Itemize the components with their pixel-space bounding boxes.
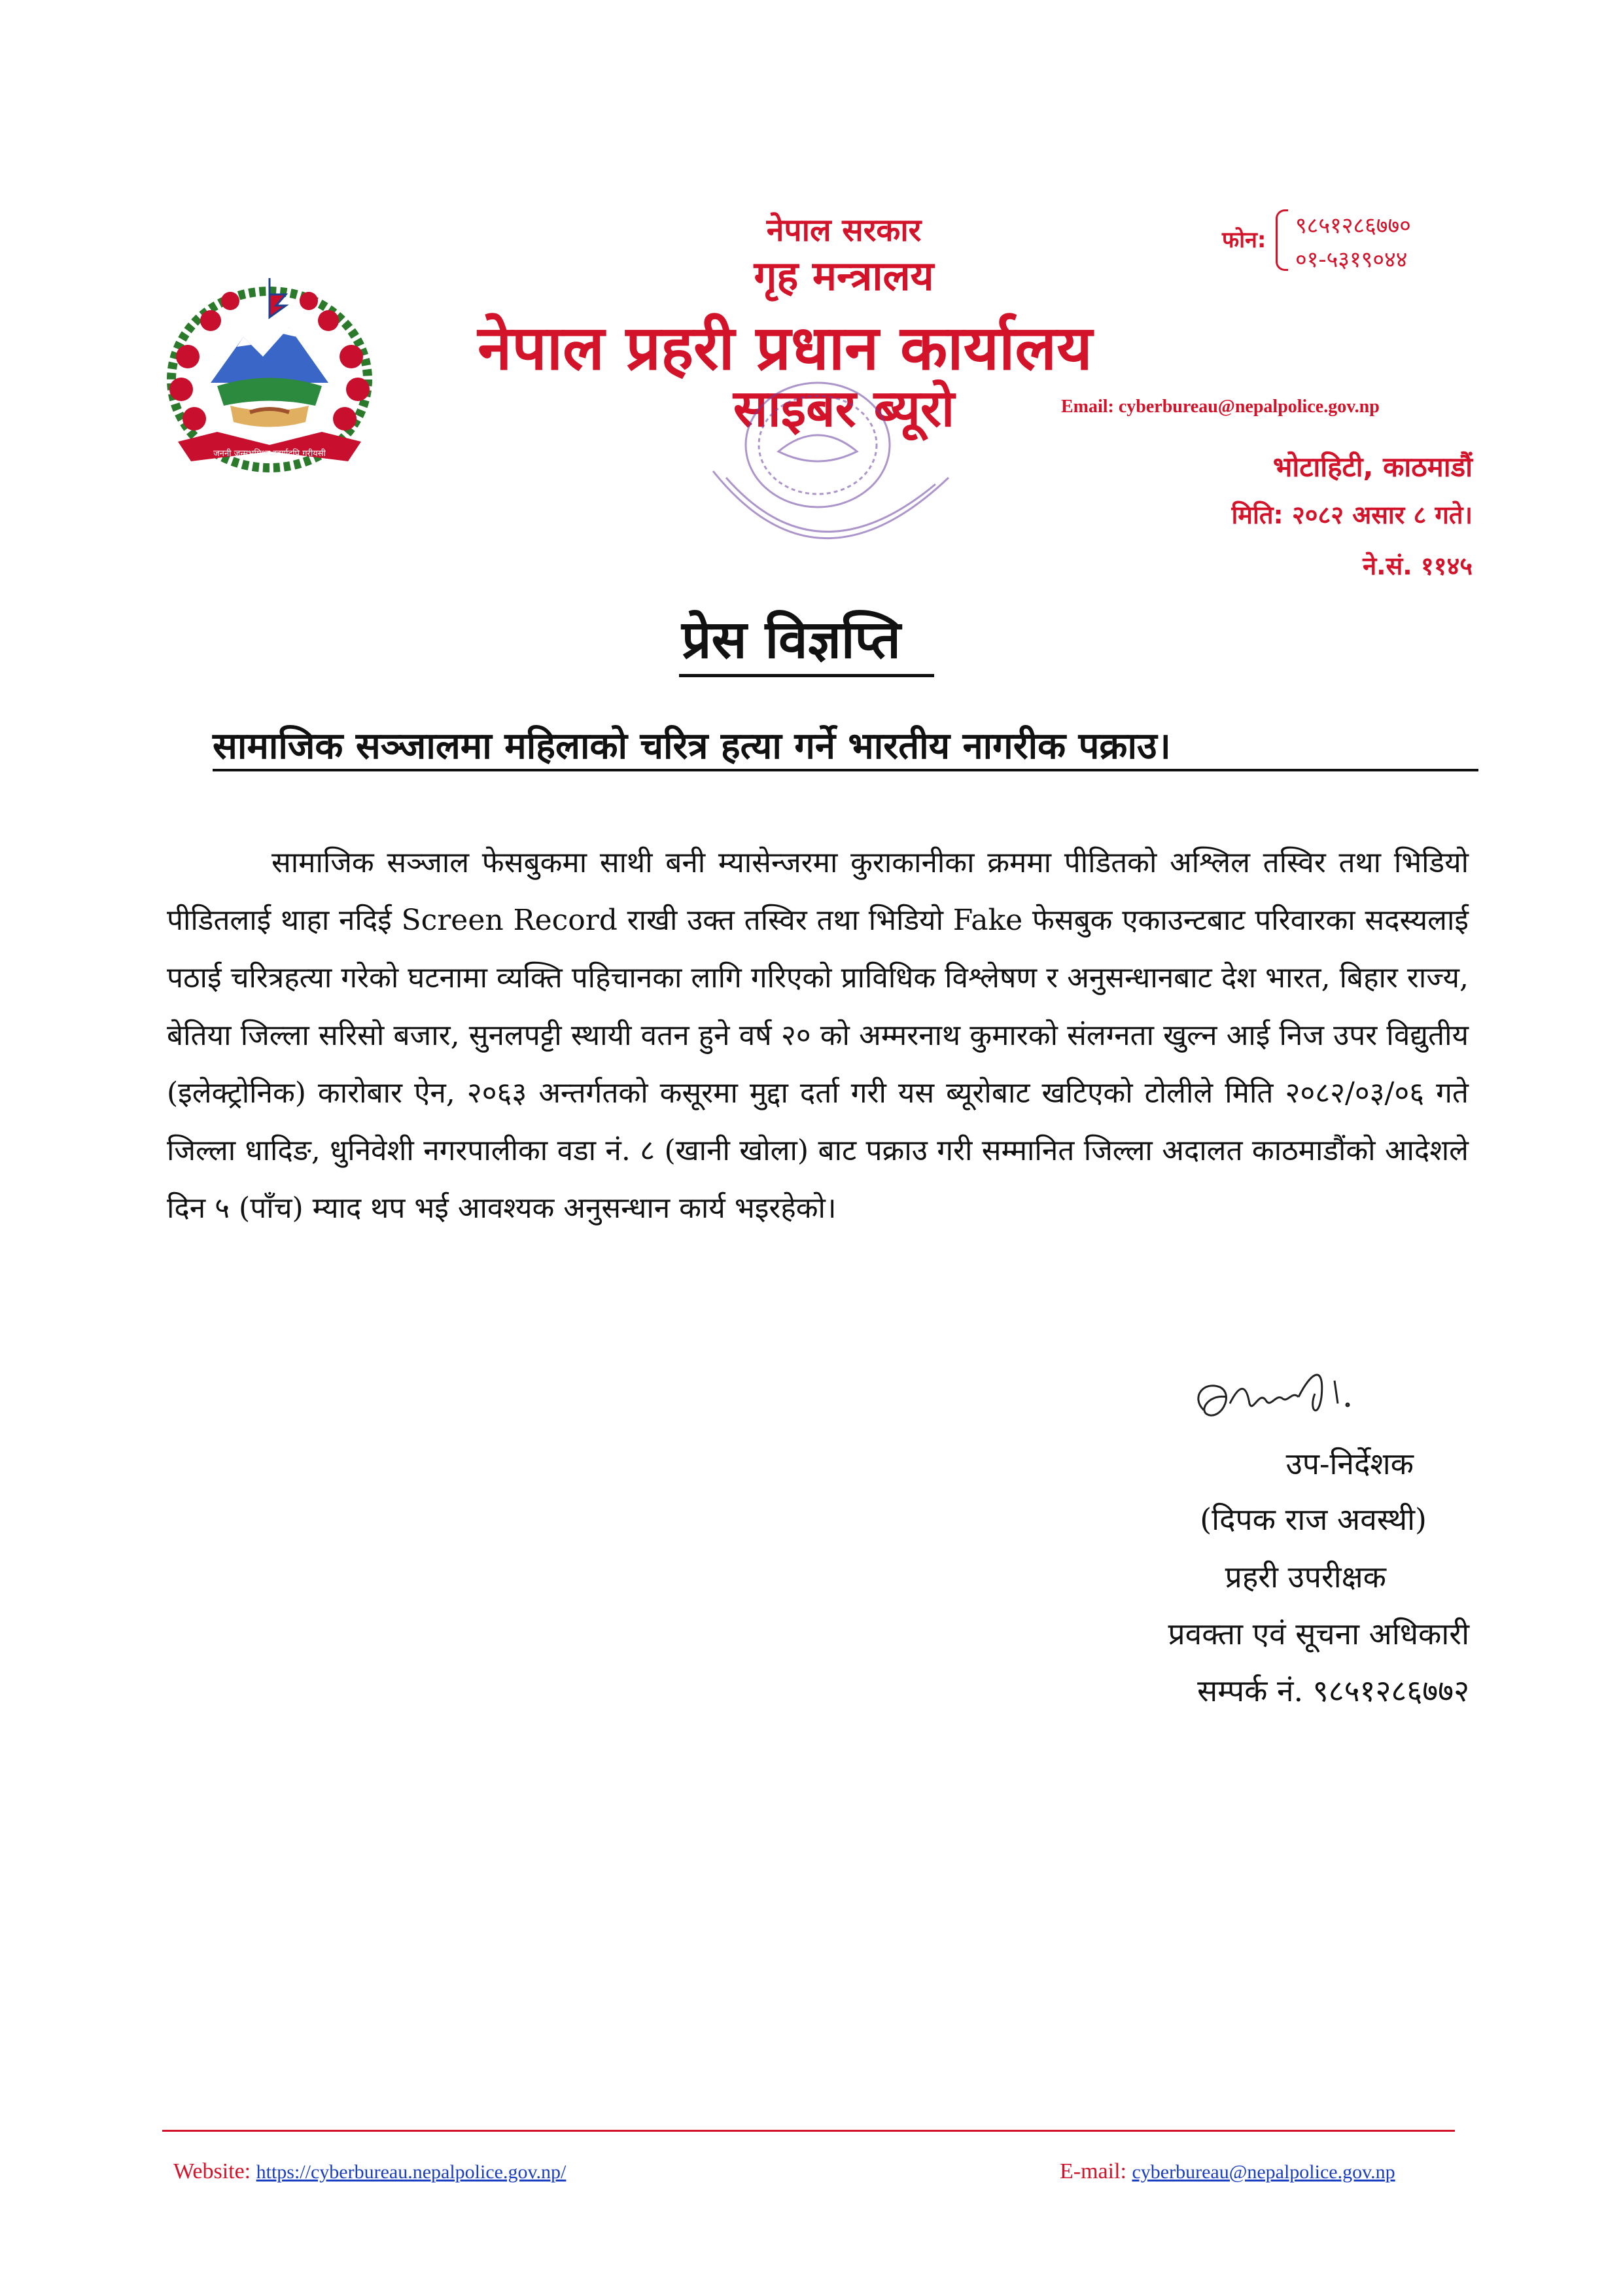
nepal-emblem	[152, 265, 387, 487]
footer-website	[173, 2159, 566, 2184]
government-name: नेपाल सरकार	[766, 212, 922, 249]
header-email: Email: cyberbureau@nepalpolice.gov.np	[1061, 397, 1380, 417]
signatory-contact: सम्पर्क नं. ९८५१२८६७७२	[1197, 1673, 1469, 1708]
press-release-body: सामाजिक सञ्जाल फेसबुकमा साथी बनी म्यासेन्जरमा कुराकानीका क्रममा पीडितको अश्लिल तस्विर तथा भिडियो पीडितलाई थाहा नदिई Screen Record राखी उक्त तस्विर तथा भिडियो Fake फेसबुक एकाउन्टबाट परिवारका सदस्यलाई पठाई चरित्रहत्या गरेको घटनामा व्यक्ति पहिचानका लागि गरिएको प्राविधिक विश्लेषण र अनुसन्धानबाट देश भारत, बिहार राज्य, बेतिया जिल्ला सरिसो बजार, सुनलपट्टी स्थायी वतन हुने वर्ष २० को अम्मरनाथ कुमारको संलग्नता खुल्न आई निज उपर विद्युतीय (इलेक्ट्रोनिक) कारोबार ऐन, २०६३ अन्तर्गतको कसूरमा मुद्दा दर्ता गरी यस ब्यूरोबाट खटिएको टोलीले मिति २०८२/०३/०६ गते जिल्ला धादिङ, धुनिवेशी नगरपालीका वडा नं. ८ (खानी खोला) बाट पक्राउ गरी सम्मानित जिल्ला अदालत काठमाडौंको आदेशले दिन ५ (पाँच) म्याद थप भई आवश्यक अनुसन्धान कार्य भइरहेको।	[167, 846, 1469, 1225]
phone-number-2: ०१-५३१९०४४	[1295, 247, 1408, 273]
footer-email	[1060, 2159, 1395, 2184]
email-link[interactable]: cyberbureau@nepalpolice.gov.np	[1132, 2161, 1395, 2183]
phone-label: फोन:	[1222, 227, 1266, 253]
ministry-name: गृह मन्त्रालय	[754, 252, 934, 300]
document-title: प्रेस विज्ञप्ति	[682, 609, 901, 670]
svg-text:जननी जन्मभूमिश्च स्वर्गादपि गर: जननी जन्मभूमिश्च स्वर्गादपि गरीयसी	[213, 449, 326, 459]
office-location: भोटाहिटी, काठमाडौं	[1272, 451, 1473, 483]
phone-brace	[1276, 209, 1288, 271]
signatory-designation: उप-निर्देशक	[1285, 1446, 1414, 1481]
signatory-role: प्रवक्ता एवं सूचना अधिकारी	[1168, 1616, 1469, 1651]
signatory-rank: प्रहरी उपरीक्षक	[1225, 1559, 1386, 1595]
signatory-name: (दिपक राज अवस्थी)	[1200, 1502, 1427, 1537]
footer-divider	[162, 2130, 1455, 2132]
office-stamp	[687, 366, 962, 602]
issue-date: मिति: २०८२ असार ८ गते।	[1231, 501, 1473, 529]
phone-number-1: ९८५१२८६७७०	[1295, 213, 1411, 239]
nepal-samvat-year: ने.सं. ११४५	[1363, 552, 1473, 580]
title-underline	[679, 674, 934, 677]
press-headline: सामाजिक सञ्जालमा महिलाको चरित्र हत्या गर्ने भारतीय नागरीक पक्राउ।	[213, 725, 1171, 768]
footer-website-label: Website:	[173, 2159, 256, 2183]
bureau-name: साइबर ब्यूरो	[733, 380, 955, 438]
office-name: नेपाल प्रहरी प्रधान कार्यालय	[478, 313, 1092, 384]
footer-email-label: E-mail:	[1060, 2159, 1132, 2183]
signature-mark	[1184, 1358, 1400, 1443]
website-link[interactable]: https://cyberbureau.nepalpolice.gov.np/	[256, 2161, 567, 2183]
headline-underline	[213, 769, 1478, 771]
